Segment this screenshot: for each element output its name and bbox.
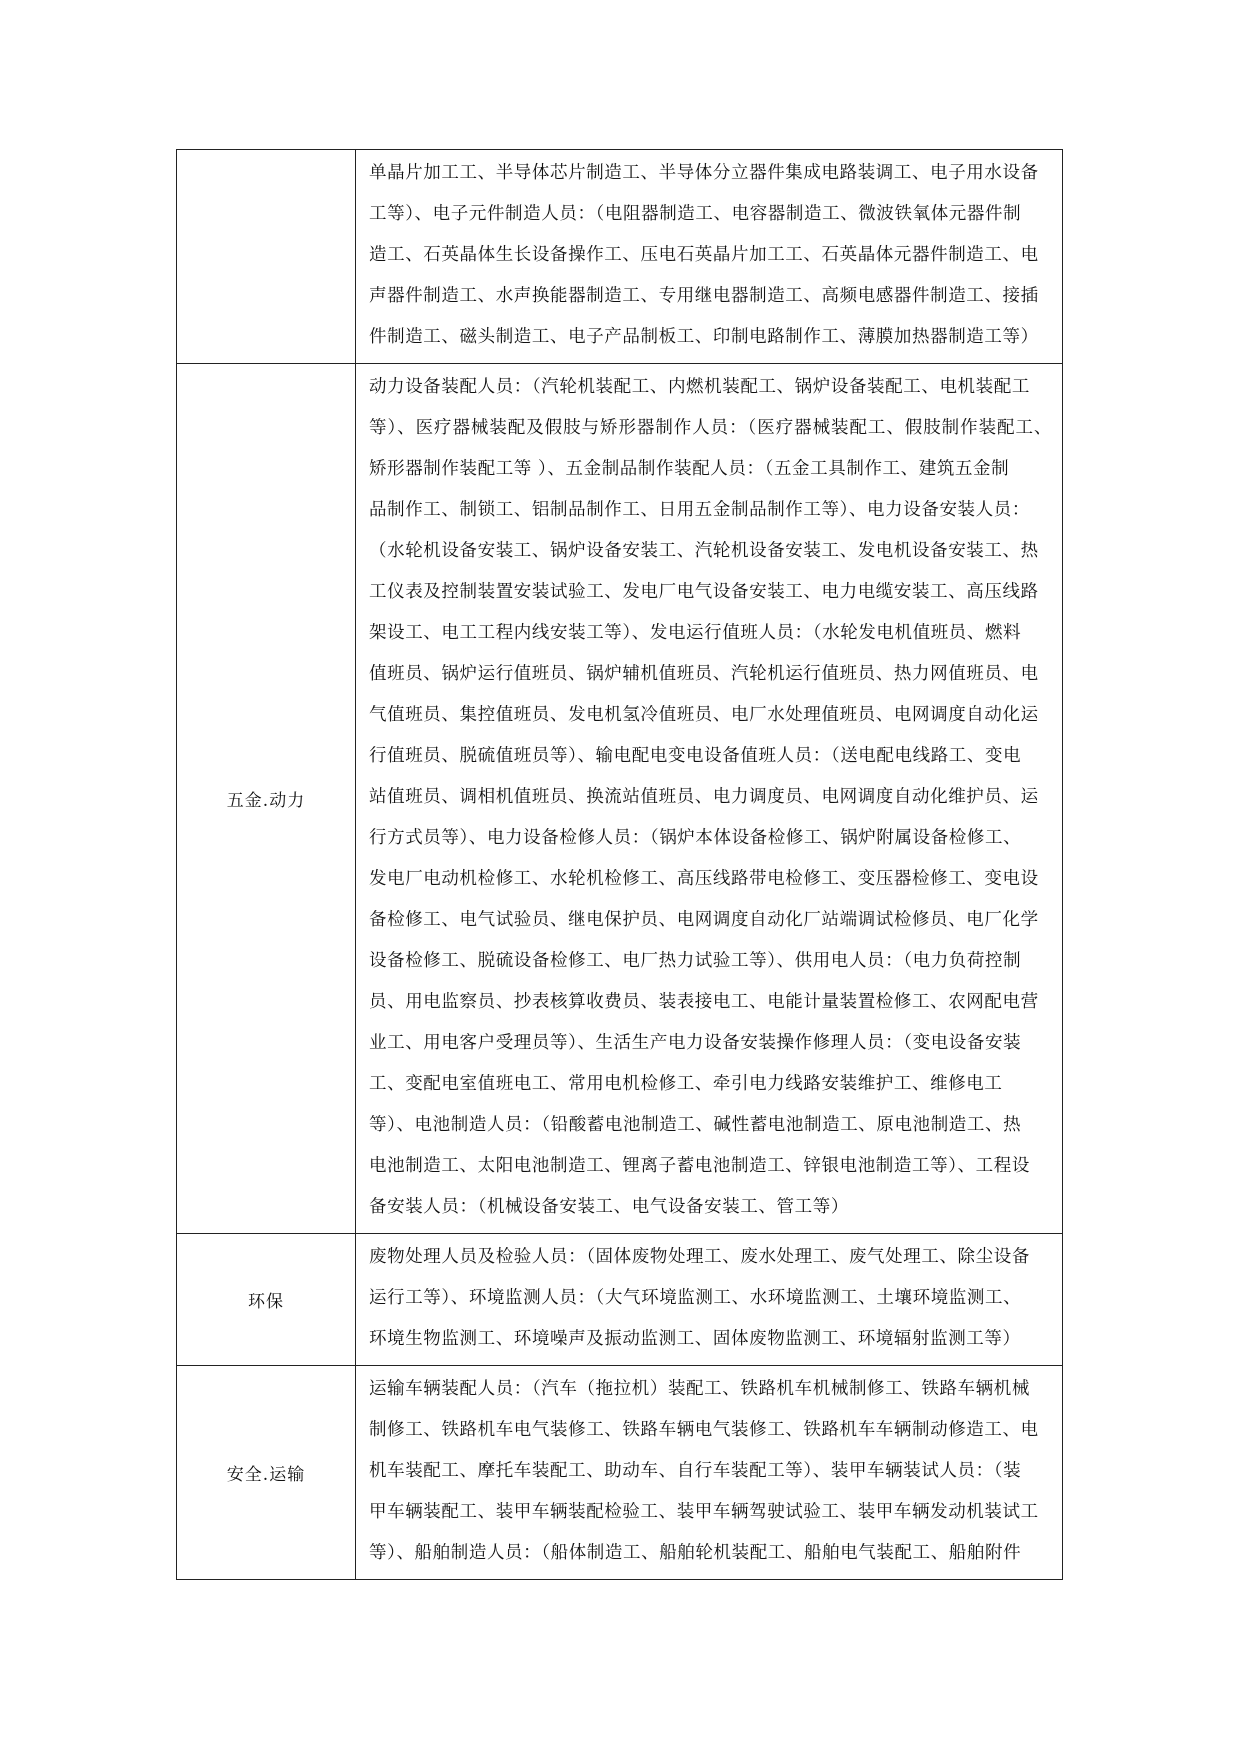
text-line: 动力设备装配人员：（汽轮机装配工、内燃机装配工、锅炉设备装配工、电机装配工 — [369, 377, 1030, 397]
category-cell — [177, 150, 356, 364]
text-line: 运行工等）、环境监测人员：（大气环境监测工、水环境监测工、土壤环境监测工、 — [369, 1288, 1022, 1308]
category-label: 安全.运输 — [226, 1465, 306, 1485]
text-line: 等）、医疗器械装配及假肢与矫形器制作人员：（医疗器械装配工、假肢制作装配工、 — [369, 418, 1052, 438]
text-line: 品制作工、制锁工、铝制品制作工、日用五金制品制作工等）、电力设备安装人员： — [369, 500, 1030, 520]
text-line: 工仪表及控制装置安装试验工、发电厂电气设备安装工、电力电缆安装工、高压线路 — [369, 582, 1039, 602]
text-line: 造工、石英晶体生长设备操作工、压电石英晶片加工工、石英晶体元器件制造工、电 — [369, 245, 1039, 265]
text-line: 声器件制造工、水声换能器制造工、专用继电器制造工、高频电感器件制造工、接插 — [369, 286, 1039, 306]
text-line: 单晶片加工工、半导体芯片制造工、半导体分立器件集成电路装调工、电子用水设备 — [369, 163, 1039, 183]
text-line: 架设工、电工工程内线安装工等）、发电运行值班人员：（水轮发电机值班员、燃料 — [369, 623, 1022, 643]
occupation-list — [356, 1234, 1062, 1365]
table-row — [177, 150, 1063, 364]
text-line: 制修工、铁路机车电气装修工、铁路车辆电气装修工、铁路机车车辆制动修造工、电 — [369, 1420, 1039, 1440]
content-cell — [356, 150, 1063, 364]
text-line: 环境生物监测工、环境噪声及振动监测工、固体废物监测工、环境辐射监测工等） — [369, 1329, 1021, 1349]
text-line: 工、变配电室值班电工、常用电机检修工、牵引电力线路安装维护工、维修电工 — [369, 1074, 1003, 1094]
text-line: 备安装人员：（机械设备安装工、电气设备安装工、管工等） — [369, 1197, 849, 1217]
text-line: 发电厂电动机检修工、水轮机检修工、高压线路带电检修工、变压器检修工、变电设 — [369, 869, 1039, 889]
text-line: 气值班员、集控值班员、发电机氢冷值班员、电厂水处理值班员、电网调度自动化运 — [369, 705, 1039, 725]
text-line: 件制造工、磁头制造工、电子产品制板工、印制电路制作工、薄膜加热器制造工等） — [369, 327, 1039, 347]
text-line: （水轮机设备安装工、锅炉设备安装工、汽轮机设备安装工、发电机设备安装工、热 — [369, 541, 1039, 561]
category-cell — [177, 1234, 356, 1366]
occupation-list — [356, 150, 1062, 363]
category-label: 环保 — [248, 1292, 284, 1312]
occupation-list — [356, 364, 1062, 1233]
content-cell — [356, 1366, 1063, 1580]
text-line: 甲车辆装配工、装甲车辆装配检验工、装甲车辆驾驶试验工、装甲车辆发动机装试工 — [369, 1502, 1039, 1522]
text-line: 行方式员等）、电力设备检修人员：（锅炉本体设备检修工、锅炉附属设备检修工、 — [369, 828, 1022, 848]
text-line: 废物处理人员及检验人员：（固体废物处理工、废水处理工、废气处理工、除尘设备 — [369, 1247, 1030, 1267]
text-line: 行值班员、脱硫值班员等）、输电配电变电设备值班人员：（送电配电线路工、变电 — [369, 746, 1022, 766]
text-line: 工等）、电子元件制造人员：（电阻器制造工、电容器制造工、微波铁氧体元器件制 — [369, 204, 1022, 224]
text-line: 运输车辆装配人员：（汽车（拖拉机）装配工、铁路机车机械制修工、铁路车辆机械 — [369, 1379, 1030, 1399]
table-row — [177, 364, 1063, 1234]
text-line: 机车装配工、摩托车装配工、助动车、自行车装配工等）、装甲车辆装试人员：（装 — [369, 1461, 1022, 1481]
text-line: 等）、船舶制造人员：（船体制造工、船舶轮机装配工、船舶电气装配工、船舶附件 — [369, 1543, 1022, 1563]
category-cell — [177, 364, 356, 1234]
text-line: 员、用电监察员、抄表核算收费员、装表接电工、电能计量装置检修工、农网配电营 — [369, 992, 1039, 1012]
text-line: 设备检修工、脱硫设备检修工、电厂热力试验工等）、供用电人员：（电力负荷控制 — [369, 951, 1022, 971]
table-row — [177, 1366, 1063, 1580]
category-cell — [177, 1366, 356, 1580]
text-line: 等）、电池制造人员：（铅酸蓄电池制造工、碱性蓄电池制造工、原电池制造工、热 — [369, 1115, 1022, 1135]
text-line: 备检修工、电气试验员、继电保护员、电网调度自动化厂站端调试检修员、电厂化学 — [369, 910, 1039, 930]
content-cell — [356, 364, 1063, 1234]
content-cell — [356, 1234, 1063, 1366]
category-label: 五金.动力 — [226, 791, 306, 811]
text-line: 矫形器制作装配工等 ）、五金制品制作装配人员：（五金工具制作工、建筑五金制 — [369, 459, 1010, 479]
text-line: 业工、用电客户受理员等）、生活生产电力设备安装操作修理人员：（变电设备安装 — [369, 1033, 1022, 1053]
text-line: 电池制造工、太阳电池制造工、锂离子蓄电池制造工、锌银电池制造工等）、工程设 — [369, 1156, 1030, 1176]
text-line: 值班员、锅炉运行值班员、锅炉辅机值班员、汽轮机运行值班员、热力网值班员、电 — [369, 664, 1039, 684]
occupation-table — [176, 149, 1063, 1580]
occupation-list — [356, 1366, 1062, 1579]
text-line: 站值班员、调相机值班员、换流站值班员、电力调度员、电网调度自动化维护员、运 — [369, 787, 1039, 807]
table-row — [177, 1234, 1063, 1366]
